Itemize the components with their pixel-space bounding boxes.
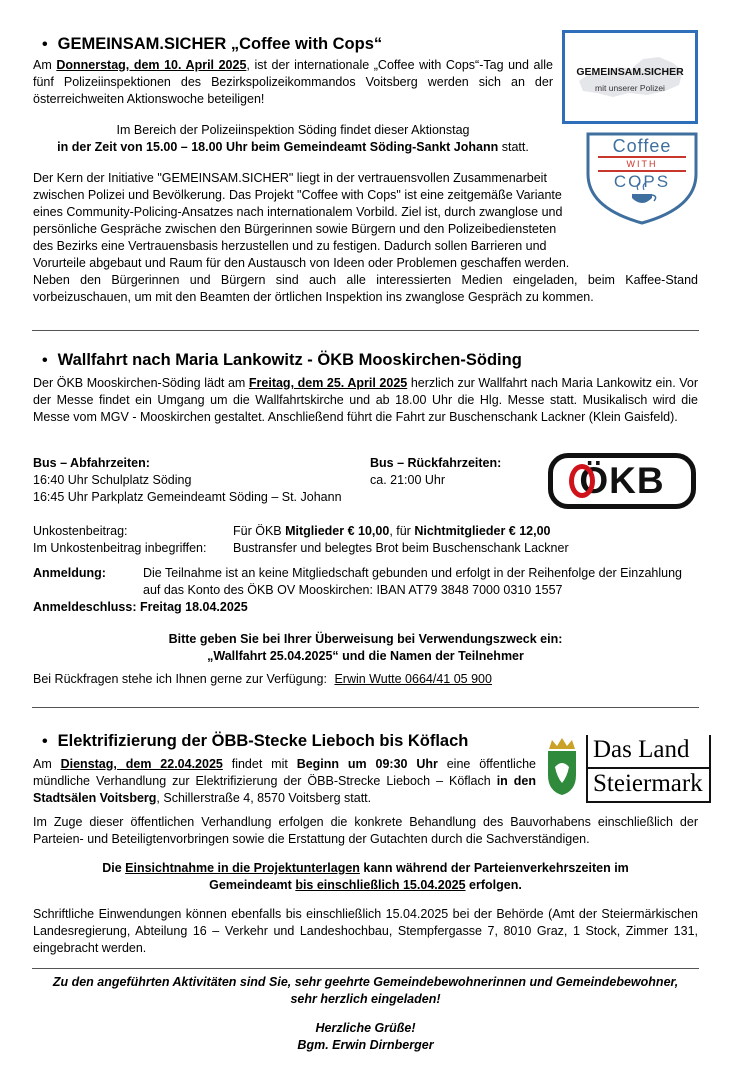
section-heading-1: [42, 33, 382, 56]
event-time-location: in der Zeit von 15.00 – 18.00 Uhr beim Gemeindeamt Söding-Sankt Johann: [57, 140, 499, 154]
closing-greeting: [33, 1020, 698, 1054]
bus-departure-block: [33, 455, 363, 506]
inspection-deadline: bis einschließlich 15.04.2025: [295, 878, 466, 892]
section-wallfahrt: [0, 330, 741, 710]
bullet-icon: •: [42, 733, 48, 750]
bus-departure-title: Bus – Abfahrzeiten:: [33, 456, 150, 470]
closing-line: Zu den angeführten Aktivitäten sind Sie, sehr geehrte Gemeindebewohnerinnen und Gemeindebewohner,: [52, 975, 679, 989]
text: erfolgen.: [465, 878, 522, 892]
paragraph-wallfahrt: [33, 375, 698, 426]
bullet-icon: •: [42, 352, 48, 369]
text: , für: [389, 524, 415, 538]
section-title: Elektrifizierung der ÖBB-Stecke Lieboch bis Köflach: [57, 732, 469, 750]
section-title: GEMEINSAM.SICHER „Coffee with Cops“: [57, 35, 383, 53]
logo-title: GEMEINSAM.SICHER: [576, 66, 684, 78]
signature: Bgm. Erwin Dirnberger: [297, 1038, 434, 1052]
text: , ist der internationale „Coffee with Cops“-Tag und alle fünf Polizeiinspektionen des Bezirkspolizeikommandos Voitsberg werden sich an der österreichweiten Aktionswoche beteiligen!: [33, 58, 553, 106]
logo-subtitle: mit unserer Polizei: [595, 83, 665, 93]
paragraph-inspection: [33, 860, 698, 894]
steiermark-logo: [541, 731, 713, 807]
text: eine öffentliche mündliche Verhandlung zur Elektrifizierung der ÖBB-Strecke Lieboch – Köflach: [33, 757, 536, 788]
section-heading-3: [42, 730, 468, 753]
closing-invitation: [33, 974, 698, 1008]
section-elektrifizierung: [0, 707, 741, 967]
text: Der Kern der Initiative "GEMEINSAM.SICHER" liegt in der vertrauensvollen Zusammenarbeit zwischen Polizei und Bevölkerung. Das Projekt "Coffee with Cops" ist eine zeitgemäße Variante eines Community-Policing-Ansatzes nach internationalem Vorbild. Ziel ist, durch zwanglose und persönliche Gespräche zwischen den Bürgerinnen sowie Bürgern und den Polizeibediensteten des Bezirks eine Vertrauensbasis herzustellen und zu festigen. Dadurch sollen Barrieren und Vorurteile abgebaut und Raum für den Austausch von Ideen oder Problemen geschaffen werden.: [33, 171, 570, 270]
included-value: Bustransfer und belegtes Brot beim Buschenschank Lackner: [233, 541, 569, 555]
text: Schriftliche Einwendungen können ebenfalls bis einschließlich 15.04.2025 bei der Behörde (Amt der Steiermärkischen Landesregierung, Abteilung 16 – Verkehr und Landeshochbau, Stempfergasse 7, 8010 Graz, 1 Stock, Zimmer 131, eingebracht werden.: [33, 907, 698, 955]
registration-value: Die Teilnahme ist an keine Mitgliedschaft gebunden und erfolgt in der Reihenfolge der Einzahlung auf das Konto des ÖKB OV Mooskirchen: IBAN AT79 3848 7000 0310 1557: [143, 566, 683, 597]
paragraph-media: [33, 272, 698, 306]
section-title: Wallfahrt nach Maria Lankowitz - ÖKB Mooskirchen-Söding: [57, 351, 522, 369]
hearing-date: Dienstag, dem 22.04.2025: [60, 757, 223, 771]
registration-label: Anmeldung:: [33, 566, 106, 580]
transfer-note-line: „Wallfahrt 25.04.2025“ und die Namen der Teilnehmer: [207, 649, 524, 663]
hearing-time: Beginn um 09:30 Uhr: [296, 757, 438, 771]
text: , Schillerstraße 4, 8570 Voitsberg statt.: [156, 791, 372, 805]
steiermark-crest-icon: [543, 737, 581, 797]
hearing-venue: in den Stadtsälen Voitsberg: [33, 774, 536, 805]
event-date: Donnerstag, dem 10. April 2025: [56, 58, 247, 72]
paragraph-intro: [33, 57, 553, 108]
section-coffee-with-cops: [0, 0, 741, 330]
paragraph-location: [33, 122, 553, 156]
text: kann während der Parteienverkehrszeiten im: [359, 861, 629, 875]
greeting: Herzliche Grüße!: [315, 1021, 416, 1035]
section-heading-2: [42, 349, 522, 372]
paragraph-objections: [33, 906, 698, 957]
text: Die: [102, 861, 126, 875]
text: herzlich zur Wallfahrt nach Maria Lankowitz ein. Vor der Messe findet ein Umgang um die Wallfahrtskirche und ab 18.00 Uhr die Hlg. Messe statt. Musikalisch wird die Messe vom MGV - Mooskirchen gestaltet. Anschließend führt die Fahrt zur Buschenschank Lackner (Klein Gaisfeld).: [33, 376, 699, 424]
logo-word-cops: COPS: [613, 172, 671, 191]
logo-line: Das Land: [593, 736, 690, 763]
text: Am: [33, 757, 61, 771]
gemeinsam-sicher-logo: [562, 30, 698, 124]
bullet-icon: •: [42, 36, 48, 53]
logo-word-coffee: Coffee: [612, 136, 672, 156]
paragraph-procedure: [33, 814, 698, 848]
text: findet mit: [222, 757, 297, 771]
logo-line: Steiermark: [593, 770, 703, 797]
cost-label: Unkostenbeitrag:: [33, 524, 128, 538]
text: Gemeindeamt: [209, 878, 296, 892]
bus-departure-time: 16:40 Uhr Schulplatz Söding: [33, 473, 192, 487]
okb-red-ring-icon: [569, 464, 595, 498]
coffee-with-cops-logo: [584, 130, 700, 226]
closing-line: sehr herzlich eingeladen!: [290, 992, 441, 1006]
included-label: Im Unkostenbeitrag inbegriffen:: [33, 541, 207, 555]
text: Im Zuge dieser öffentlichen Verhandlung erfolgen die konkrete Behandlung des Bauvorhabens einschließlich der Parteien- und Beteiligtenvorbringen sowie die Erstattung der Gutachten durch die Sachverständigen.: [33, 815, 698, 846]
contact-text: Bei Rückfragen stehe ich Ihnen gerne zur Verfügung:: [33, 672, 327, 686]
transfer-note-line: Bitte geben Sie bei Ihrer Überweisung bei Verwendungszweck ein:: [168, 632, 563, 646]
bus-departure-time: 16:45 Uhr Parkplatz Gemeindeamt Söding – St. Johann: [33, 490, 342, 504]
text: Am: [33, 58, 57, 72]
contact-line: [33, 671, 698, 688]
event-date: Freitag, dem 25. April 2025: [248, 376, 408, 390]
okb-logo: [548, 453, 696, 509]
nonmember-price: Nichtmitglieder € 12,00: [414, 524, 551, 538]
contact-link[interactable]: Erwin Wutte 0664/41 05 900: [334, 672, 492, 686]
inspection-docs: Einsichtnahme in die Projektunterlagen: [125, 861, 360, 875]
cost-block: [33, 523, 698, 557]
transfer-note: [33, 631, 698, 665]
section-divider: [32, 968, 699, 969]
bus-return-time: ca. 21:00 Uhr: [370, 473, 446, 487]
logo-text: ÖKB: [579, 460, 665, 501]
bus-return-block: [370, 455, 540, 489]
member-price: Mitglieder € 10,00: [285, 524, 390, 538]
bus-return-title: Bus – Rückfahrzeiten:: [370, 456, 502, 470]
text: Im Bereich der Polizeiinspektion Söding findet dieser Aktionstag: [116, 123, 470, 137]
text: statt.: [498, 140, 529, 154]
registration-deadline: Anmeldeschluss: Freitag 18.04.2025: [33, 600, 248, 614]
logo-word-with: WITH: [626, 159, 658, 169]
text: Neben den Bürgerinnen und Bürgern sind auch alle interessierten Medien eingeladen, beim Kaffee-Stand vorbeizuschauen, um mit den Beamten der örtlichen Inspektion ins zwanglose Gespräch zu kommen.: [33, 273, 698, 304]
text: Der ÖKB Mooskirchen-Söding lädt am: [33, 376, 249, 390]
text: Für ÖKB: [233, 524, 286, 538]
paragraph-hearing: [33, 756, 536, 807]
paragraph-initiative: [33, 170, 578, 272]
